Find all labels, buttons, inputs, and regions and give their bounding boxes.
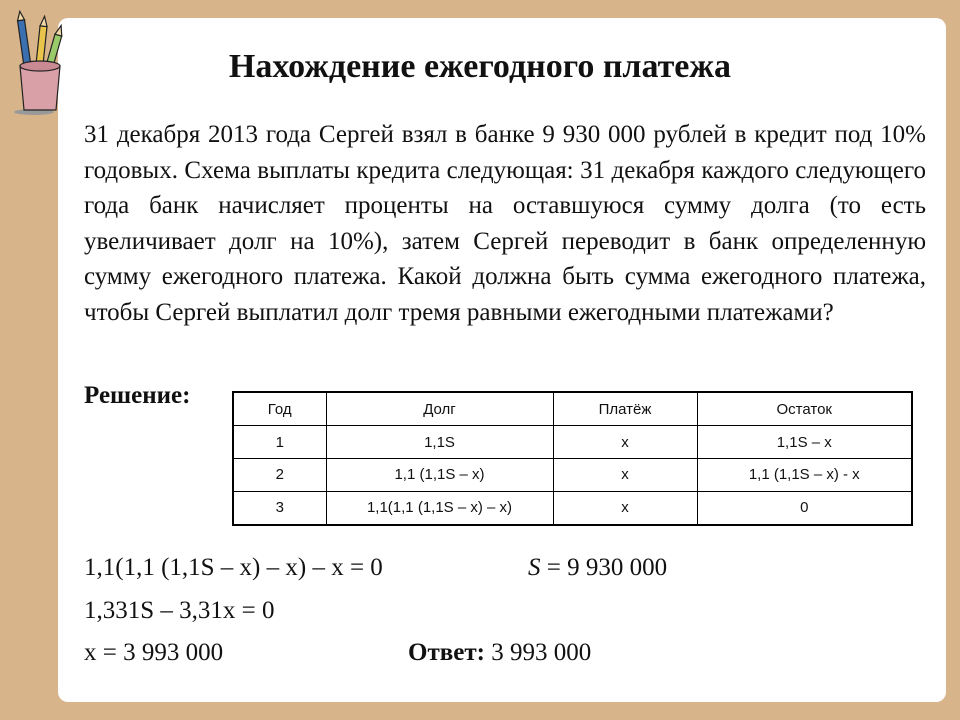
cell-debt: 1,1(1,1 (1,1S – x) – x): [326, 491, 553, 525]
header-payment: Платёж: [553, 392, 697, 426]
cell-payment: x: [553, 426, 697, 459]
cell-year: 1: [233, 426, 326, 459]
table-row: [233, 458, 912, 491]
cell-remainder: 1,1S – x: [697, 426, 912, 459]
table-header-row: [233, 392, 912, 426]
header-debt: Долг: [326, 392, 553, 426]
cell-debt: 1,1S: [326, 426, 553, 459]
equation-3: x = 3 993 000: [84, 639, 224, 666]
cell-remainder: 1,1 (1,1S – x) - x: [697, 458, 912, 491]
answer-value: 3 993 000: [484, 639, 592, 666]
cell-year: 2: [233, 458, 326, 491]
payment-table: [232, 391, 913, 526]
header-remainder: Остаток: [697, 392, 912, 426]
s-value: [528, 554, 667, 582]
s-variable: S: [528, 554, 541, 581]
problem-text: 31 декабря 2013 года Сергей взял в банке 9 930 000 рублей в кредит под 10% годовых. Схема выплаты кредита следующая: 31 декабря каждого следующего года банк начисляет проценты на оставшуюся сумму долга (то есть увеличивает долг на 10%), затем Сергей переводит в банк определенную сумму ежегодного платежа. Какой должна быть сумма ежегодного платежа, чтобы Сергей выплатил долг тремя равными ежегодными платежами?: [84, 121, 926, 326]
table-row: [233, 426, 912, 459]
answer: [408, 639, 591, 667]
cell-remainder: 0: [697, 491, 912, 525]
solution-label: Решение:: [84, 382, 191, 409]
equation-2: 1,331S – 3,31x = 0: [84, 597, 275, 624]
answer-label: Ответ:: [408, 639, 485, 666]
page-title: Нахождение ежегодного платежа: [228, 48, 732, 85]
cell-year: 3: [233, 491, 326, 525]
cell-payment: x: [553, 491, 697, 525]
header-year: Год: [233, 392, 326, 426]
table-row: [233, 491, 912, 525]
s-value-number: = 9 930 000: [540, 554, 668, 581]
cell-debt: 1,1 (1,1S – x): [326, 458, 553, 491]
equation-1: 1,1(1,1 (1,1S – x) – x) – x = 0: [84, 554, 383, 581]
cell-payment: x: [553, 458, 697, 491]
